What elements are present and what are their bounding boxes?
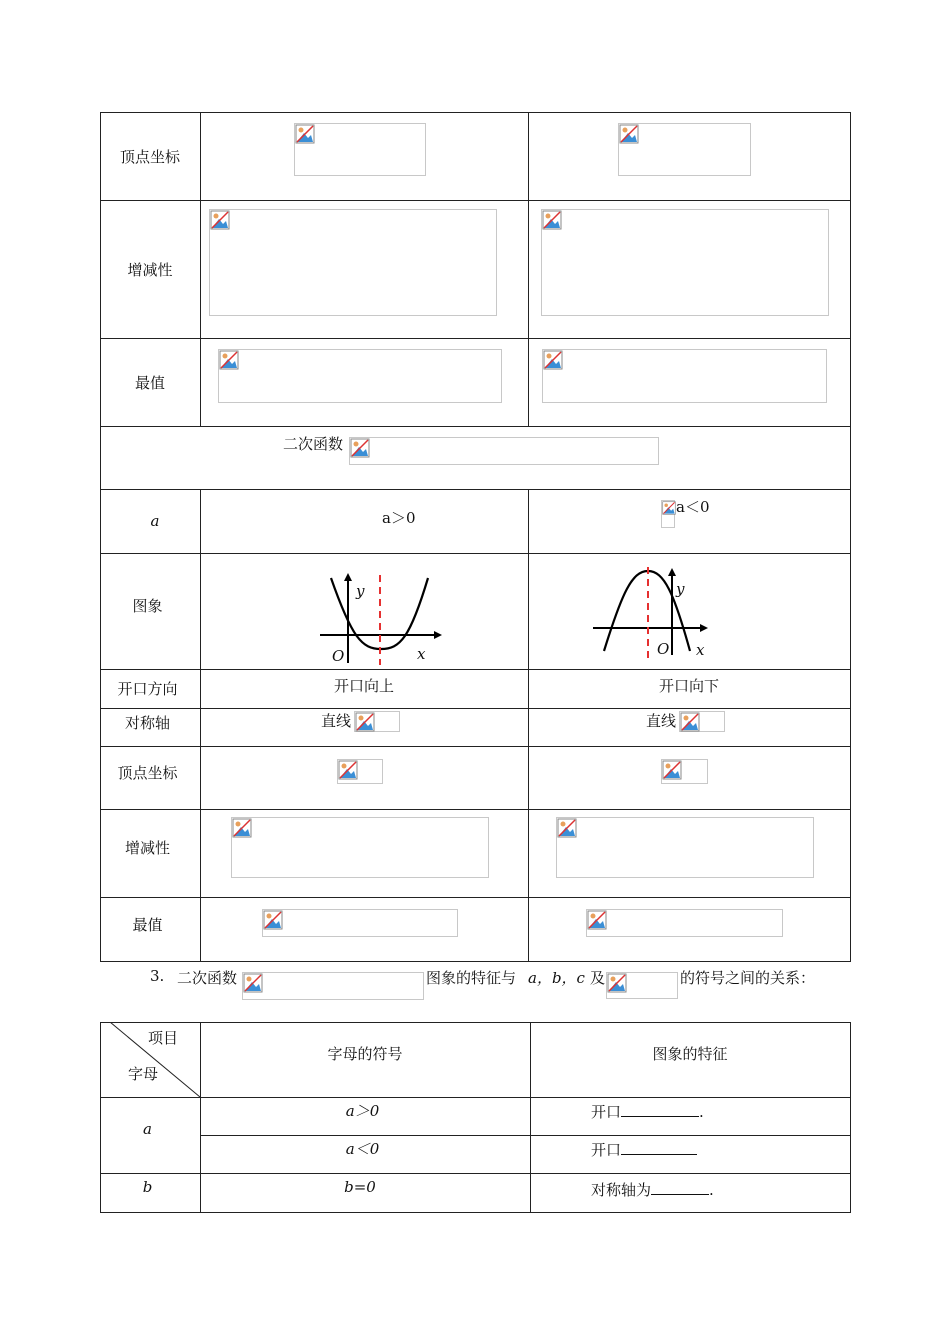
label-extreme: 最值 bbox=[132, 915, 163, 934]
formula-image bbox=[661, 759, 708, 784]
a-negative: a＜0 bbox=[676, 498, 710, 516]
label-opening: 开口方向 bbox=[117, 680, 178, 698]
label-vertex: 顶点坐标 bbox=[117, 763, 178, 782]
formula-image bbox=[661, 500, 675, 528]
section-number: 3. bbox=[150, 967, 165, 985]
formula-image bbox=[231, 817, 489, 878]
formula-image bbox=[679, 711, 725, 732]
label-axis: 对称轴 bbox=[124, 713, 170, 732]
formula-image bbox=[541, 209, 829, 316]
label-monotonic: 增减性 bbox=[127, 260, 173, 279]
graph-up bbox=[200, 553, 528, 669]
x-axis-label: x bbox=[417, 645, 426, 663]
label-extreme: 最值 bbox=[134, 373, 165, 392]
section-suffix: 的符号之间的关系： bbox=[680, 969, 816, 987]
letter-cell: b bbox=[142, 1178, 153, 1196]
formula-image bbox=[218, 349, 502, 403]
formula-image bbox=[294, 123, 426, 176]
formula-image bbox=[618, 123, 751, 176]
corner-bottom: 字母 bbox=[128, 1065, 159, 1083]
formula-image bbox=[586, 909, 783, 937]
origin-label: O bbox=[332, 647, 345, 665]
y-axis-label: y bbox=[356, 582, 365, 600]
formula-image bbox=[354, 711, 400, 732]
section-letters: a，b，c bbox=[528, 969, 585, 987]
formula-image bbox=[606, 972, 678, 999]
formula-image bbox=[209, 209, 497, 316]
y-axis-label: y bbox=[676, 580, 685, 598]
formula-image bbox=[262, 909, 458, 937]
formula-image bbox=[242, 972, 424, 1000]
label-vertex: 顶点坐标 bbox=[119, 147, 180, 166]
a-positive: a＞0 bbox=[382, 509, 416, 527]
label-graph: 图象 bbox=[132, 596, 163, 615]
formula-image bbox=[556, 817, 814, 878]
feature-cell: 开口 . bbox=[591, 1103, 704, 1121]
corner-top: 项目 bbox=[148, 1029, 179, 1047]
axis-line-text: 直线 bbox=[646, 712, 677, 730]
column-header: 图象的特征 bbox=[652, 1044, 728, 1063]
feature-cell: 开口 bbox=[591, 1139, 697, 1160]
axis-line-text: 直线 bbox=[321, 712, 352, 730]
function-title: 二次函数 bbox=[283, 435, 344, 453]
section-and: 及 bbox=[590, 969, 606, 987]
formula-image bbox=[337, 759, 383, 784]
feature-cell: 对称轴为 . bbox=[591, 1181, 714, 1199]
sign-cell: a＞0 bbox=[345, 1101, 380, 1120]
section-prefix: 二次函数 bbox=[177, 969, 238, 987]
formula-image bbox=[542, 349, 827, 403]
sign-cell: a＜0 bbox=[345, 1139, 380, 1158]
letter-cell: a bbox=[143, 1120, 152, 1138]
opening-down: 开口向下 bbox=[658, 676, 719, 695]
origin-label: O bbox=[657, 640, 670, 658]
label-monotonic: 增减性 bbox=[124, 839, 170, 857]
formula-image bbox=[349, 437, 659, 465]
x-axis-label: x bbox=[696, 641, 705, 659]
label-a: a bbox=[150, 512, 160, 530]
section-middle: 图象的特征与 bbox=[426, 969, 517, 987]
sign-cell: b=0 bbox=[344, 1178, 376, 1196]
graph-down bbox=[528, 553, 850, 669]
opening-up: 开口向上 bbox=[333, 676, 394, 695]
column-header: 字母的符号 bbox=[327, 1044, 403, 1063]
